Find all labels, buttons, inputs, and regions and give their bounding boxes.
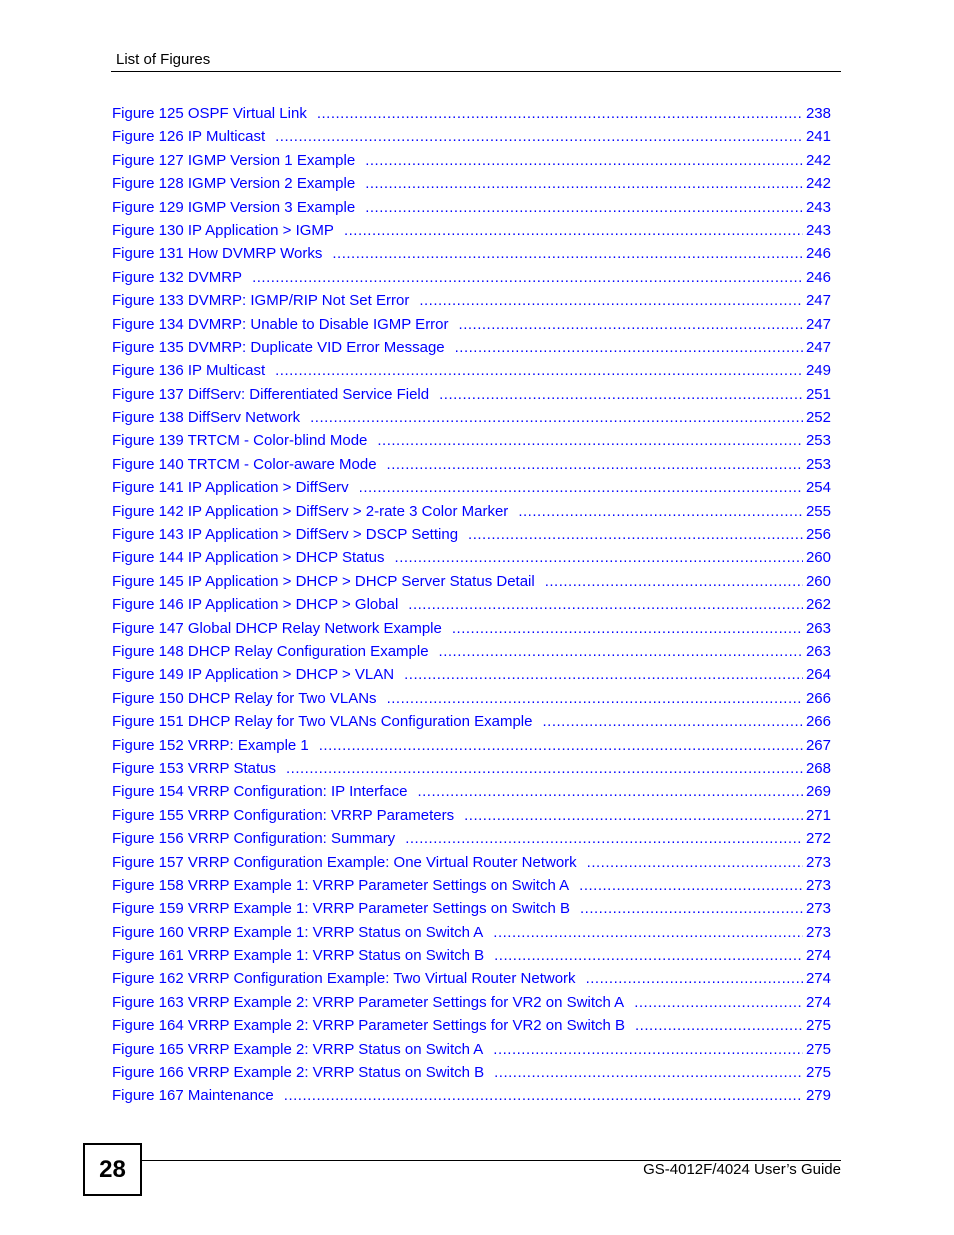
- figure-entry-title[interactable]: Figure 135 DVMRP: Duplicate VID Error Message: [112, 338, 445, 356]
- page-number: 28: [99, 1155, 126, 1183]
- figure-list-entry[interactable]: [112, 362, 831, 385]
- figure-list-entry[interactable]: [112, 199, 831, 222]
- figure-list-entry[interactable]: [112, 245, 831, 268]
- dot-leader: [359, 479, 803, 496]
- figure-entry-page[interactable]: 242: [805, 151, 831, 169]
- figure-list-entry[interactable]: [112, 994, 831, 1017]
- figure-entry-page[interactable]: 275: [805, 1017, 831, 1035]
- header-rule: [111, 71, 841, 72]
- figure-entry-page[interactable]: 274: [805, 970, 831, 988]
- figure-entry-title[interactable]: Figure 162 VRRP Configuration Example: Two Virtual Router Network: [112, 970, 576, 988]
- figure-entry-title[interactable]: Figure 132 DVMRP: [112, 268, 243, 286]
- dot-leader: [635, 1017, 803, 1034]
- footer-guide-title: GS-4012F/4024 User’s Guide: [643, 1161, 841, 1178]
- dot-leader: [494, 1064, 803, 1081]
- figure-entry-title[interactable]: Figure 161 VRRP Example 1: VRRP Status on Switch B: [112, 947, 485, 965]
- figure-entry-page[interactable]: 275: [805, 1040, 831, 1058]
- figure-list-entry[interactable]: [112, 269, 831, 292]
- figure-entry-page[interactable]: 247: [805, 292, 831, 310]
- figure-entry-title[interactable]: Figure 147 Global DHCP Relay Network Example: [112, 619, 442, 637]
- figure-entry-title[interactable]: Figure 125 OSPF Virtual Link: [112, 105, 307, 122]
- figure-list-entry[interactable]: [112, 947, 831, 970]
- figure-entry-page[interactable]: 272: [805, 830, 831, 848]
- figure-entry-page[interactable]: 253: [805, 432, 831, 450]
- figure-list-entry[interactable]: [112, 316, 831, 339]
- dot-leader: [580, 900, 803, 917]
- dot-leader: [634, 994, 803, 1011]
- figure-list-entry[interactable]: [112, 643, 831, 666]
- figure-list-entry[interactable]: [112, 760, 831, 783]
- dot-leader: [319, 737, 803, 754]
- figure-list-entry[interactable]: [112, 666, 831, 689]
- dot-leader: [586, 970, 803, 987]
- figure-entry-page[interactable]: 273: [805, 900, 831, 918]
- figure-list-entry[interactable]: [112, 479, 831, 502]
- figure-list-entry[interactable]: [112, 128, 831, 151]
- figure-list-entry[interactable]: [112, 830, 831, 853]
- figure-entry-title[interactable]: Figure 152 VRRP: Example 1: [112, 736, 309, 754]
- figure-entry-title[interactable]: Figure 156 VRRP Configuration: Summary: [112, 830, 396, 848]
- figure-list-entry[interactable]: [112, 152, 831, 175]
- figure-entry-page[interactable]: 274: [805, 947, 831, 965]
- dot-leader: [468, 526, 803, 543]
- figure-list-entry[interactable]: [112, 1017, 831, 1040]
- figure-entry-title[interactable]: Figure 127 IGMP Version 1 Example: [112, 151, 356, 169]
- figure-entry-page[interactable]: 251: [805, 385, 831, 403]
- figure-list-entry[interactable]: [112, 1041, 831, 1064]
- figure-entry-page[interactable]: 260: [805, 572, 831, 590]
- page-number-box: [83, 1143, 142, 1196]
- figure-entry-title[interactable]: Figure 139 TRTCM - Color-blind Mode: [112, 432, 368, 450]
- figure-entry-title[interactable]: Figure 146 IP Application > DHCP > Global: [112, 596, 399, 614]
- figure-list-entry[interactable]: [112, 620, 831, 643]
- figure-entry-page[interactable]: 271: [805, 806, 831, 824]
- dot-leader: [579, 877, 803, 894]
- figure-entry-page[interactable]: 246: [805, 245, 831, 263]
- figure-entry-page[interactable]: 274: [805, 993, 831, 1011]
- figure-entry-title[interactable]: Figure 140 TRTCM - Color-aware Mode: [112, 455, 377, 473]
- figure-list-entry[interactable]: [112, 526, 831, 549]
- page-header-title: List of Figures: [116, 51, 211, 68]
- figure-list-entry[interactable]: [112, 386, 831, 409]
- figure-entry-page[interactable]: 264: [805, 666, 831, 684]
- dot-leader: [587, 854, 803, 871]
- figure-entry-page[interactable]: 273: [805, 853, 831, 871]
- figure-list-entry[interactable]: [112, 292, 831, 315]
- dot-leader: [545, 573, 803, 590]
- figure-list-entry[interactable]: [112, 900, 831, 923]
- figure-list-entry[interactable]: [112, 737, 831, 760]
- figure-entry-title[interactable]: Figure 153 VRRP Status: [112, 759, 276, 777]
- figure-entry-page[interactable]: 243: [805, 221, 831, 239]
- figure-entry-title[interactable]: Figure 126 IP Multicast: [112, 128, 266, 146]
- figure-entry-title[interactable]: Figure 154 VRRP Configuration: IP Interface: [112, 783, 408, 801]
- figure-list-entry[interactable]: [112, 1087, 831, 1110]
- figure-entry-page[interactable]: 247: [805, 338, 831, 356]
- figure-entry-title[interactable]: Figure 163 VRRP Example 2: VRRP Parameter Settings for VR2 on Switch A: [112, 993, 625, 1011]
- figure-entry-page[interactable]: 268: [805, 759, 831, 777]
- figure-entry-page[interactable]: 238: [805, 105, 831, 122]
- figure-list-entry[interactable]: [112, 1064, 831, 1087]
- figure-entry-page[interactable]: 262: [805, 596, 831, 614]
- figure-list-entry[interactable]: [112, 690, 831, 713]
- figure-entry-title[interactable]: Figure 128 IGMP Version 2 Example: [112, 175, 356, 193]
- figure-entry-page[interactable]: 242: [805, 175, 831, 193]
- figure-entry-page[interactable]: 279: [805, 1087, 831, 1105]
- dot-leader: [377, 432, 803, 449]
- figure-list-entry[interactable]: [112, 713, 831, 736]
- dot-leader: [387, 690, 803, 707]
- figure-entry-title[interactable]: Figure 159 VRRP Example 1: VRRP Parameter Settings on Switch B: [112, 900, 570, 918]
- dot-leader: [275, 362, 803, 379]
- figure-entry-page[interactable]: 267: [805, 736, 831, 754]
- dot-leader: [332, 245, 803, 262]
- figure-entry-title[interactable]: Figure 136 IP Multicast: [112, 362, 266, 380]
- figure-entry-page[interactable]: 263: [805, 642, 831, 660]
- dot-leader: [408, 596, 803, 613]
- figure-list-entry[interactable]: [112, 877, 831, 900]
- figure-list-entry[interactable]: [112, 432, 831, 455]
- dot-leader: [365, 175, 803, 192]
- figure-list-entry[interactable]: [112, 456, 831, 479]
- dot-leader: [455, 339, 803, 356]
- dot-leader: [275, 128, 803, 145]
- figure-entry-title[interactable]: Figure 150 DHCP Relay for Two VLANs: [112, 689, 377, 707]
- figure-entry-title[interactable]: Figure 142 IP Application > DiffServ > 2-rate 3 Color Marker: [112, 502, 509, 520]
- figure-entry-title[interactable]: Figure 167 Maintenance: [112, 1087, 274, 1105]
- figure-list-entry[interactable]: [112, 783, 831, 806]
- dot-leader: [493, 924, 803, 941]
- dot-leader: [459, 316, 803, 333]
- dot-leader: [310, 409, 803, 426]
- figure-list-entry[interactable]: [112, 409, 831, 432]
- figure-list-entry[interactable]: [112, 175, 831, 198]
- figure-entry-page[interactable]: 273: [805, 923, 831, 941]
- dot-leader: [493, 1041, 803, 1058]
- figure-list-entry[interactable]: [112, 503, 831, 526]
- dot-leader: [419, 292, 803, 309]
- figure-entry-title[interactable]: Figure 166 VRRP Example 2: VRRP Status on Switch B: [112, 1064, 485, 1082]
- figure-entry-page[interactable]: 246: [805, 268, 831, 286]
- figure-entry-page[interactable]: 266: [805, 689, 831, 707]
- dot-leader: [317, 105, 803, 122]
- figure-entry-title[interactable]: Figure 141 IP Application > DiffServ: [112, 479, 349, 497]
- figure-entry-title[interactable]: Figure 134 DVMRP: Unable to Disable IGMP Error: [112, 315, 449, 333]
- figure-entry-page[interactable]: 249: [805, 362, 831, 380]
- dot-leader: [452, 620, 803, 637]
- figure-entry-page[interactable]: 247: [805, 315, 831, 333]
- figure-list-entry[interactable]: [112, 970, 831, 993]
- dot-leader: [395, 549, 803, 566]
- figure-entry-title[interactable]: Figure 155 VRRP Configuration: VRRP Parameters: [112, 806, 455, 824]
- figure-entry-title[interactable]: Figure 145 IP Application > DHCP > DHCP Server Status Detail: [112, 572, 535, 590]
- figure-list-entry[interactable]: [112, 105, 831, 128]
- figure-entry-title[interactable]: Figure 131 How DVMRP Works: [112, 245, 323, 263]
- figure-entry-title[interactable]: Figure 138 DiffServ Network: [112, 409, 301, 427]
- figure-entry-page[interactable]: 275: [805, 1064, 831, 1082]
- figure-entry-title[interactable]: Figure 158 VRRP Example 1: VRRP Parameter Settings on Switch A: [112, 876, 570, 894]
- figure-list-entry[interactable]: [112, 339, 831, 362]
- figure-entry-page[interactable]: 255: [805, 502, 831, 520]
- dot-leader: [286, 760, 803, 777]
- figure-entry-title[interactable]: Figure 133 DVMRP: IGMP/RIP Not Set Error: [112, 292, 410, 310]
- dot-leader: [542, 713, 802, 730]
- figure-entry-title[interactable]: Figure 143 IP Application > DiffServ > DSCP Setting: [112, 526, 459, 544]
- dot-leader: [494, 947, 803, 964]
- figure-entry-page[interactable]: 253: [805, 455, 831, 473]
- figure-entry-page[interactable]: 241: [805, 128, 831, 146]
- figure-entry-page[interactable]: 260: [805, 549, 831, 567]
- figure-list-entry[interactable]: [112, 807, 831, 830]
- figure-entry-title[interactable]: Figure 130 IP Application > IGMP: [112, 221, 334, 239]
- figure-entry-title[interactable]: Figure 151 DHCP Relay for Two VLANs Configuration Example: [112, 713, 533, 731]
- dot-leader: [365, 152, 803, 169]
- figure-list-entry[interactable]: [112, 924, 831, 947]
- figure-entry-title[interactable]: Figure 148 DHCP Relay Configuration Example: [112, 642, 429, 660]
- figure-entry-page[interactable]: 273: [805, 876, 831, 894]
- figure-entry-page[interactable]: 266: [805, 713, 831, 731]
- figure-list-entry[interactable]: [112, 222, 831, 245]
- dot-leader: [387, 456, 803, 473]
- figure-list-entry[interactable]: [112, 549, 831, 572]
- figure-entry-page[interactable]: 243: [805, 198, 831, 216]
- figure-entry-title[interactable]: Figure 129 IGMP Version 3 Example: [112, 198, 356, 216]
- figure-entry-title[interactable]: Figure 144 IP Application > DHCP Status: [112, 549, 385, 567]
- figure-entry-title[interactable]: Figure 157 VRRP Configuration Example: One Virtual Router Network: [112, 853, 577, 871]
- figure-list-entry[interactable]: [112, 573, 831, 596]
- figure-entry-title[interactable]: Figure 164 VRRP Example 2: VRRP Parameter Settings for VR2 on Switch B: [112, 1017, 626, 1035]
- figure-entry-page[interactable]: 269: [805, 783, 831, 801]
- figure-entry-page[interactable]: 254: [805, 479, 831, 497]
- figure-entry-title[interactable]: Figure 137 DiffServ: Differentiated Service Field: [112, 385, 430, 403]
- dot-leader: [344, 222, 803, 239]
- dot-leader: [439, 386, 803, 403]
- figure-entry-title[interactable]: Figure 160 VRRP Example 1: VRRP Status on Switch A: [112, 923, 484, 941]
- figure-list-entry[interactable]: [112, 854, 831, 877]
- dot-leader: [518, 503, 803, 520]
- dot-leader: [417, 783, 803, 800]
- figure-entry-page[interactable]: 263: [805, 619, 831, 637]
- dot-leader: [464, 807, 803, 824]
- dot-leader: [284, 1087, 803, 1104]
- dot-leader: [439, 643, 803, 660]
- figure-entry-page[interactable]: 252: [805, 409, 831, 427]
- figure-entry-title[interactable]: Figure 149 IP Application > DHCP > VLAN: [112, 666, 395, 684]
- dot-leader: [365, 199, 803, 216]
- figure-entry-title[interactable]: Figure 165 VRRP Example 2: VRRP Status on Switch A: [112, 1040, 484, 1058]
- figure-list-entry[interactable]: [112, 596, 831, 619]
- dot-leader: [252, 269, 803, 286]
- dot-leader: [404, 666, 803, 683]
- figure-entry-page[interactable]: 256: [805, 526, 831, 544]
- figure-list: [112, 105, 831, 1111]
- dot-leader: [405, 830, 803, 847]
